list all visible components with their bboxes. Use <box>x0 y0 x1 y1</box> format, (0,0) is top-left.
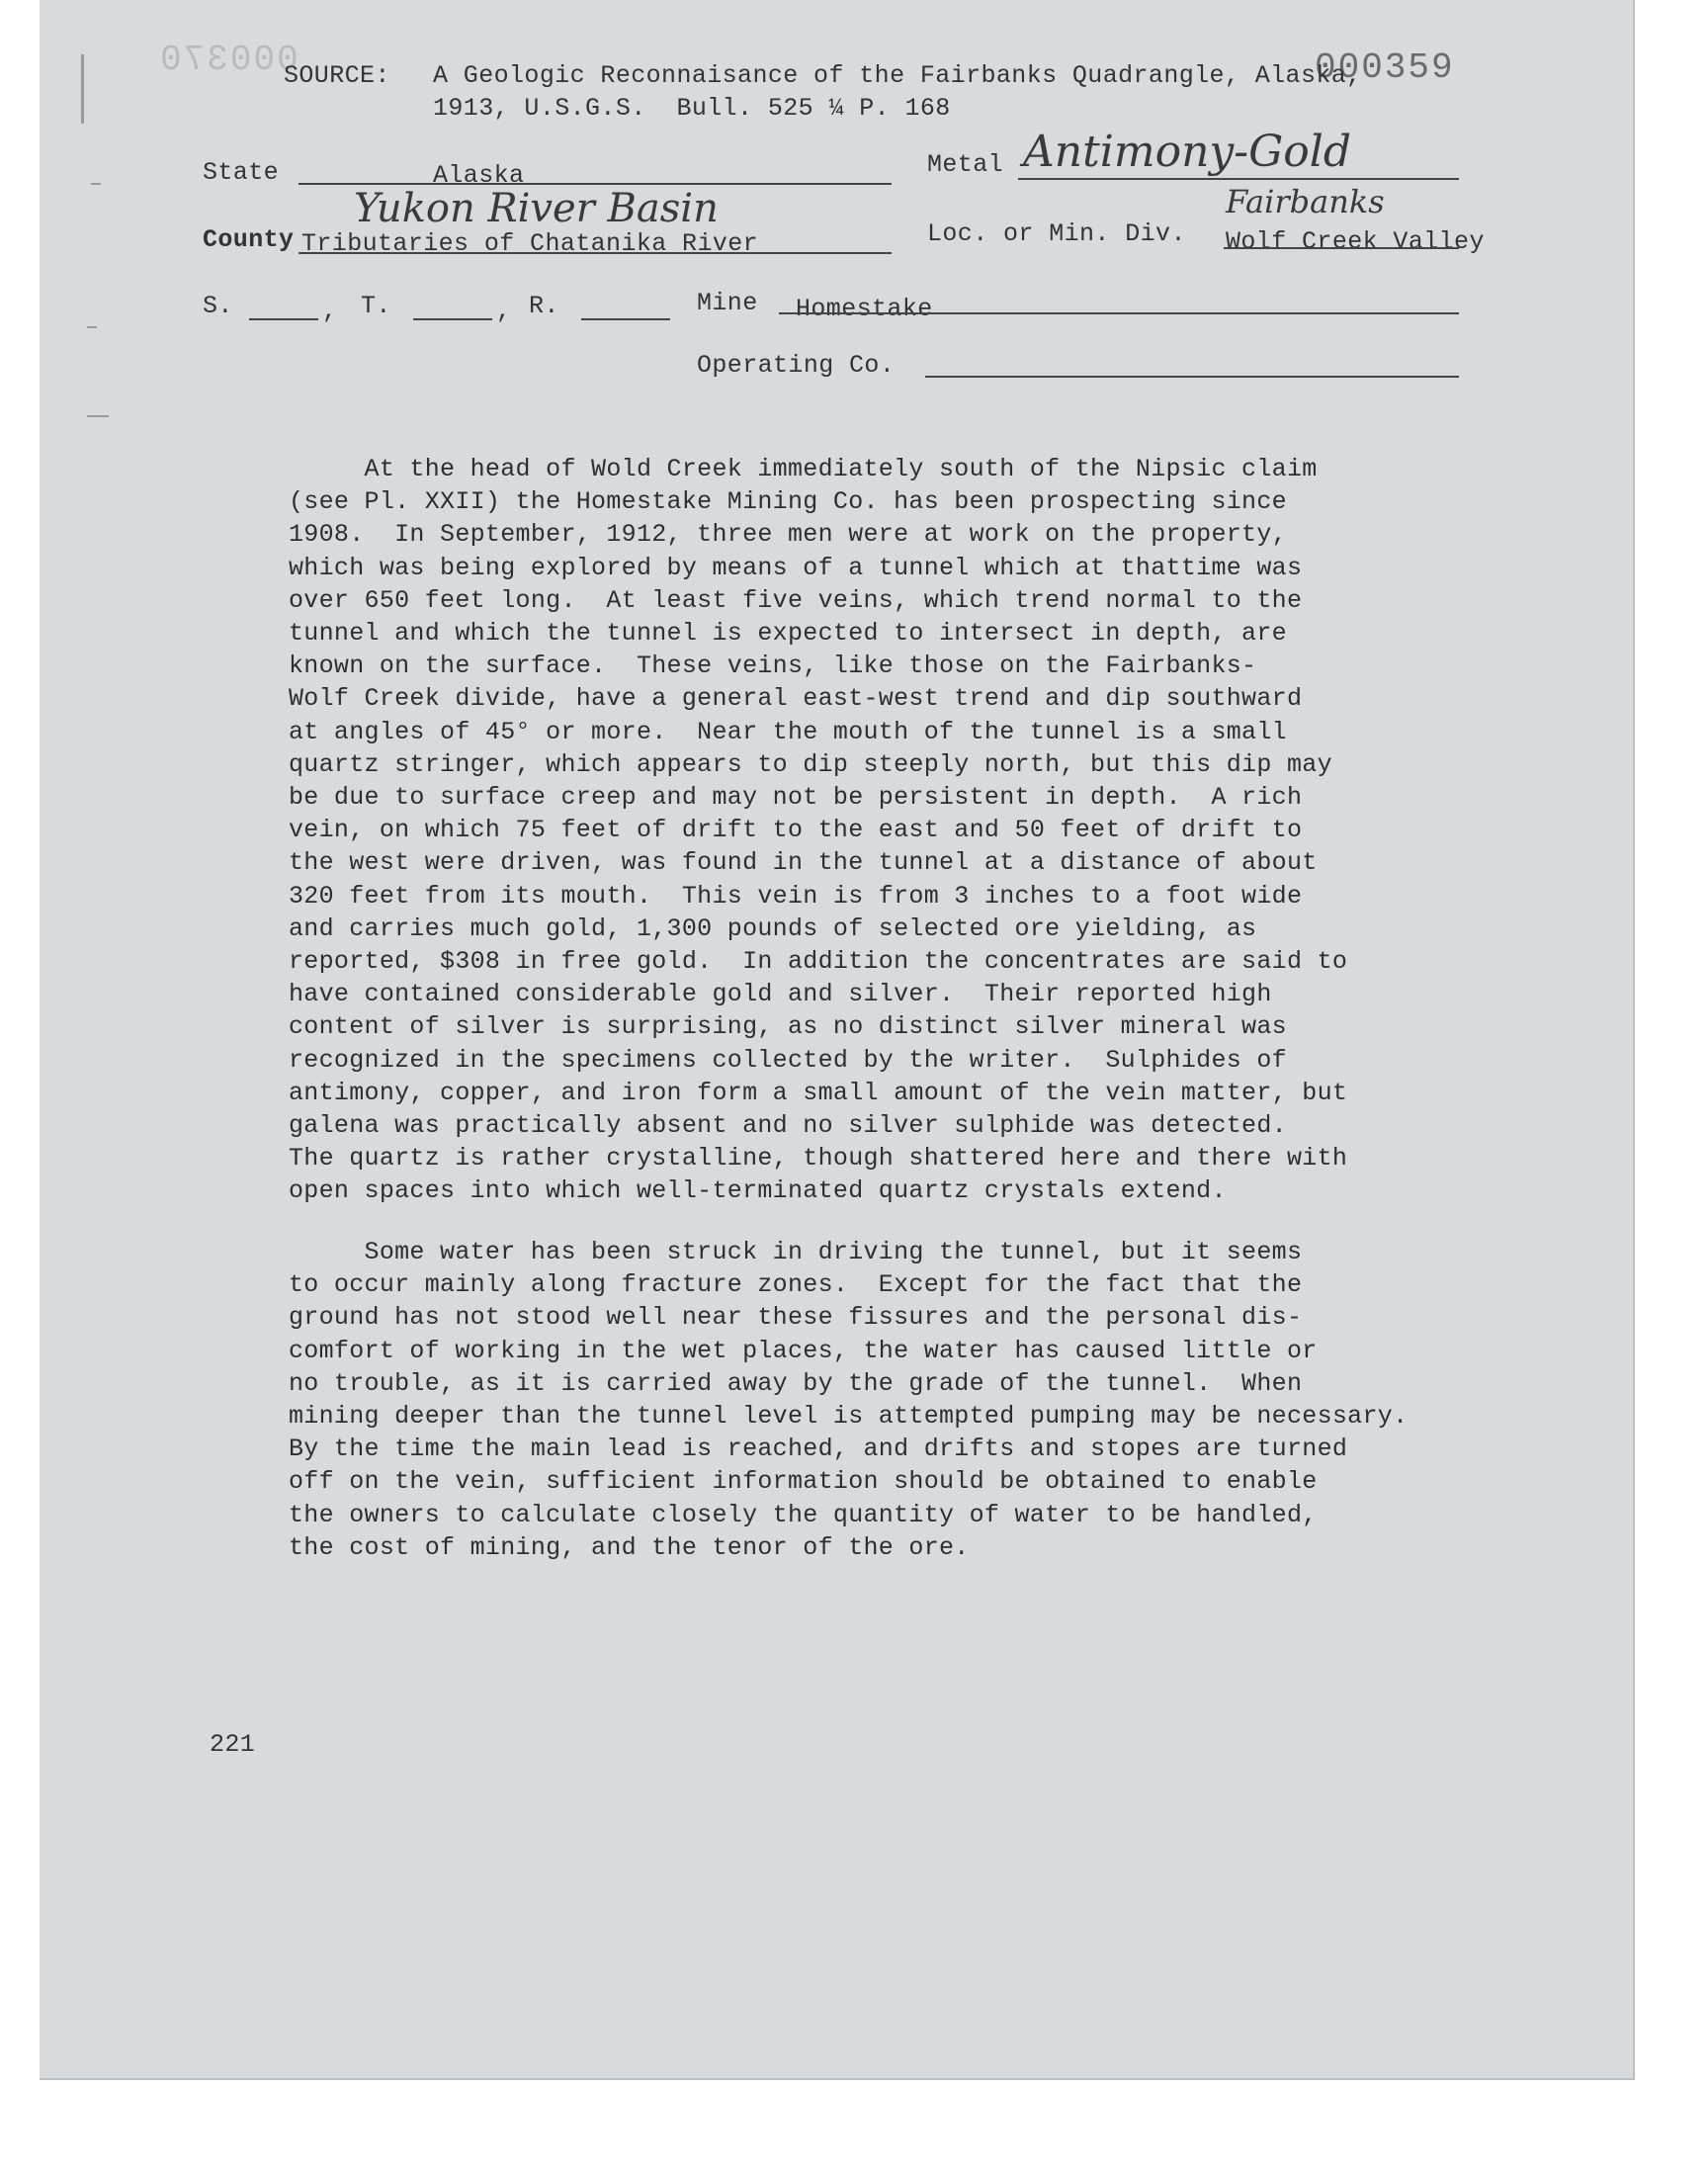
section-blank <box>249 318 318 320</box>
loc-handwritten: Fairbanks <box>1226 183 1385 220</box>
binding-mark <box>91 183 101 185</box>
text-line: Some water has been struck in driving the tunnel, but it seems <box>289 1238 1303 1266</box>
text-line: the west were driven, was found in the tunnel at a distance of about <box>289 848 1318 878</box>
source-label: SOURCE: <box>284 61 390 90</box>
source-line-2: 1913, U.S.G.S. Bull. 525 ¼ P. 168 <box>433 94 951 123</box>
county-handwritten: Yukon River Basin <box>354 186 719 231</box>
mine-label: Mine <box>697 289 758 317</box>
text-line: to occur mainly along fracture zones. Except for the fact that the <box>289 1270 1303 1300</box>
text-line: galena was practically absent and no silver sulphide was detected. <box>289 1111 1287 1141</box>
text-line: content of silver is surprising, as no distinct silver mineral was <box>289 1012 1287 1042</box>
metal-label: Metal <box>927 150 1004 179</box>
text-line: open spaces into which well-terminated quartz crystals extend. <box>289 1176 1227 1206</box>
text-line: vein, on which 75 feet of drift to the east and 50 feet of drift to <box>289 816 1303 845</box>
text-line: reported, $308 in free gold. In addition the concentrates are said to <box>289 947 1348 977</box>
source-line-1: A Geologic Reconnaisance of the Fairbanks Quadrangle, Alaska, <box>433 61 1362 90</box>
state-label: State <box>203 158 280 187</box>
township-blank <box>413 318 492 320</box>
body-paragraph-1 <box>289 453 1574 1208</box>
text-line: antimony, copper, and iron form a small amount of the vein matter, but <box>289 1078 1348 1107</box>
text-line: known on the surface. These veins, like those on the Fairbanks- <box>289 652 1257 681</box>
body-paragraph-2 <box>289 1236 1574 1564</box>
township-label: T. <box>361 292 391 320</box>
county-label: County <box>203 225 295 254</box>
text-line: have contained considerable gold and silver. Their reported high <box>289 980 1272 1009</box>
text-line: By the time the main lead is reached, and drifts and stopes are turned <box>289 1435 1348 1464</box>
text-line: recognized in the specimens collected by the writer. Sulphides of <box>289 1045 1287 1075</box>
section-label: S. <box>203 292 233 320</box>
text-line: Wolf Creek divide, have a general east-west trend and dip southward <box>289 684 1303 714</box>
county-underline <box>299 252 892 254</box>
county-value: Tributaries of Chatanika River <box>301 229 759 258</box>
text-line: at angles of 45° or more. Near the mouth of the tunnel is a small <box>289 717 1287 746</box>
text-line: The quartz is rather crystalline, though shattered here and there with <box>289 1144 1348 1174</box>
loc-value: Wolf Creek Valley <box>1226 227 1485 256</box>
mine-underline <box>779 312 1459 314</box>
mine-value: Homestake <box>796 295 933 323</box>
metal-underline <box>1018 178 1459 180</box>
operating-underline <box>925 376 1459 378</box>
text-line: off on the vein, sufficient information should be obtained to enable <box>289 1467 1318 1497</box>
binding-mark <box>87 415 109 417</box>
text-line: and carries much gold, 1,300 pounds of selected ore yielding, as <box>289 914 1257 943</box>
metal-value-handwritten: Antimony-Gold <box>1023 127 1352 177</box>
text-line: the owners to calculate closely the quantity of water to be handled, <box>289 1500 1318 1529</box>
text-line: be due to surface creep and may not be persistent in depth. A rich <box>289 783 1303 813</box>
text-line: (see Pl. XXII) the Homestake Mining Co. has been prospecting since <box>289 487 1287 517</box>
text-line: At the head of Wold Creek immediately south of the Nipsic claim <box>289 455 1318 483</box>
state-value: Alaska <box>433 161 525 190</box>
text-line: quartz stringer, which appears to dip steeply north, but this dip may <box>289 749 1332 779</box>
text-line: tunnel and which the tunnel is expected to intersect in depth, are <box>289 619 1287 649</box>
ghost-stamp-number: 000370 <box>158 40 299 80</box>
document-page: 000370 000359 SOURCE: A Geologic Reconnaisance of the Fairbanks Quadrangle, Alaska, 1913, U.S.G.S. Bull. 525 ¼ P. 168 State Alaska Metal Antimony-Gold Yukon River Basin County Tributaries of Chatanika River Fairbanks Loc. or Min. Div. Wolf Creek Valley S. , T. , R. Mine Homestake Operating Co. At the head of Wold Creek immediately south of the Nipsic claim (see Pl. XXII) the Homestake Mining Co. has been prospecting since 1908. In September, 1912, three men were at work on the property, which was being explored by means of a tunnel which at thattime was over 650 feet long. At least five veins, which trend normal to the tunnel and which the tunnel is expected to intersect in depth, are known on the surface. These veins, like those on the Fairbanks- Wolf Creek divide, have a general east-west trend and dip southward at angles of 45° or more. Near the mouth of the tunnel is a small quartz stringer, which appears to dip steeply north, but this dip may be due to surface creep and may not be persistent in depth. A rich vein, on which 75 feet of drift to the east and 50 feet of drift to the west were driven, was found in the tunnel at a distance of about 320 feet from its mouth. This vein is from 3 inches to a foot wide and carries much gold, 1,300 pounds of selected ore yielding, as reported, $308 in free gold. In addition the concentrates are said to have contained considerable gold and silver. Their reported high content of silver is surprising, as no distinct silver mineral was recognized in the specimens collected by the writer. Sulphides of antimony, copper, and iron form a small amount of the vein matter, but galena was practically absent and no silver sulphide was detected. The quartz is rather crystalline, though shattered here and there with open spaces into which well-terminated quartz crystals extend. Some water has been struck in driving the tunnel, but it seems to occur mainly along fracture zones. Except for the fact that the ground has not stood well near these fissures and the personal dis- comfort of working in the wet places, the water has caused little or no trouble, as it is carried away by the grade of the tunnel. When mining deeper than the tunnel level is attempted pumping may be necessary. By the time the main lead is reached, and drifts and stopes are turned off on the vein, sufficient information should be obtained to enable the owners to calculate closely the quantity of water to be handled, the cost of mining, and the tenor of the ore. 221 <box>40 0 1635 2080</box>
text-line: comfort of working in the wet places, the water has caused little or <box>289 1336 1318 1365</box>
operating-label: Operating Co. <box>697 351 896 380</box>
binding-mark <box>81 54 84 124</box>
binding-mark <box>87 326 97 328</box>
loc-underline <box>1224 247 1459 249</box>
loc-label: Loc. or Min. Div. <box>927 219 1186 248</box>
range-label: R. <box>529 292 559 320</box>
text-line: 1908. In September, 1912, three men were at work on the property, <box>289 520 1287 550</box>
text-line: mining deeper than the tunnel level is attempted pumping may be necessary. <box>289 1402 1409 1432</box>
text-line: over 650 feet long. At least five veins, which trend normal to the <box>289 585 1303 615</box>
text-line: which was being explored by means of a tunnel which at thattime was <box>289 553 1303 582</box>
text-line: ground has not stood well near these fissures and the personal dis- <box>289 1303 1303 1333</box>
page-number: 221 <box>210 1730 256 1759</box>
stamp-number: 000359 <box>1315 47 1455 88</box>
text-line: no trouble, as it is carried away by the grade of the tunnel. When <box>289 1368 1303 1398</box>
state-underline <box>299 183 892 185</box>
range-blank <box>581 318 670 320</box>
text-line: 320 feet from its mouth. This vein is from 3 inches to a foot wide <box>289 881 1303 911</box>
text-line: the cost of mining, and the tenor of the ore. <box>289 1532 970 1562</box>
